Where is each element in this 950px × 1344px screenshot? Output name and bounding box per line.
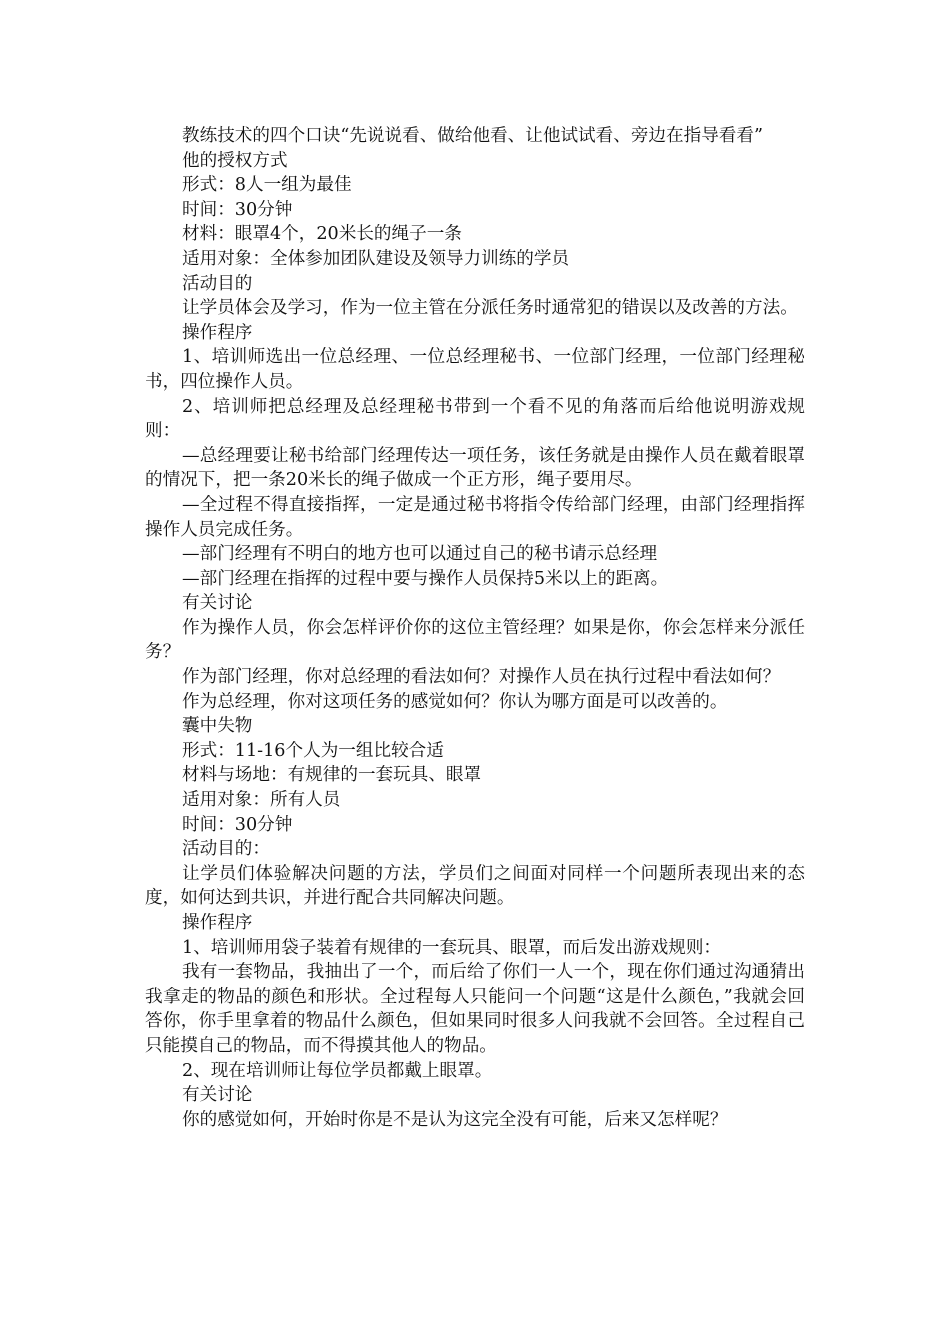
paragraph-materials-venue: 材料与场地：有规律的一套玩具、眼罩 [182, 765, 482, 786]
heading-procedure: 操作程序 [182, 322, 253, 343]
paragraph-question-2: 作为部门经理，你对总经理的看法如何？对操作人员在执行过程中看法如何？ [182, 667, 781, 688]
paragraph-rule-2: —全过程不得直接指挥，一定是通过秘书将指令传给部门经理，由部门经理指挥操作人员完成任务。 [145, 494, 805, 540]
paragraph-objective: 让学员体会及学习，作为一位主管在分派任务时通常犯的错误以及改善的方法。 [182, 298, 798, 319]
paragraph-format: 形式：8人一组为最佳 [182, 175, 352, 196]
paragraph-question-1: 作为操作人员，你会怎样评价你的这位主管经理？如果是你，你会怎样来分派任务？ [145, 617, 805, 663]
paragraph-step-2-b: 2、现在培训师让每位学员都戴上眼罩。 [182, 1060, 493, 1081]
paragraph-game-rules: 我有一套物品，我抽出了一个，而后给了你们一人一个，现在你们通过沟通猜出我拿走的物品的颜色和形状。全过程每人只能问一个问题“这是什么颜色，”我就会回答你，你手里拿着的物品什么颜色，但如果同时很多人问我就不会回答。全过程自己只能摸自己的物品，而不得摸其他人的物品。 [145, 962, 805, 1056]
paragraph-coaching-mnemonic: 教练技术的四个口诀“先说说看、做给他看、让他试试看、旁边在指导看看” [182, 126, 763, 146]
paragraph-objective-2: 让学员们体验解决问题的方法，学员们之间面对同样一个问题所表现出来的态度，如何达到共识，并进行配合共同解决问题。 [145, 863, 805, 909]
paragraph-question-4: 你的感觉如何，开始时你是不是认为这完全没有可能，后来又怎样呢？ [182, 1109, 728, 1130]
paragraph-time: 时间：30分钟 [182, 199, 293, 220]
paragraph-step-2: 2、培训师把总经理及总经理秘书带到一个看不见的角落而后给他说明游戏规则： [145, 396, 805, 442]
paragraph-audience-2: 适用对象：所有人员 [182, 790, 341, 811]
heading-objective-2: 活动目的： [182, 839, 270, 860]
paragraph-materials: 材料：眼罩4个，20米长的绳子一条 [182, 224, 462, 245]
document-page [145, 124, 805, 1132]
paragraph-rule-3: —部门经理有不明白的地方也可以通过自己的秘书请示总经理 [182, 544, 658, 565]
paragraph-time-2: 时间：30分钟 [182, 814, 293, 835]
paragraph-step-1: 1、培训师选出一位总经理、一位总经理秘书、一位部门经理，一位部门经理秘书，四位操作人员。 [145, 347, 805, 392]
heading-discussion: 有关讨论 [182, 593, 253, 614]
heading-lost-item-game: 囊中失物 [182, 716, 253, 737]
paragraph-step-1-b: 1、培训师用袋子装着有规律的一套玩具、眼罩，而后发出游戏规则： [182, 937, 722, 958]
heading-delegation-game: 他的授权方式 [182, 150, 288, 171]
heading-objective: 活动目的 [182, 273, 253, 294]
paragraph-rule-1: —总经理要让秘书给部门经理传达一项任务，该任务就是由操作人员在戴着眼罩的情况下，把一条20米长的绳子做成一个正方形，绳子要用尽。 [145, 445, 805, 491]
paragraph-rule-4: —部门经理在指挥的过程中要与操作人员保持5米以上的距离。 [182, 568, 669, 589]
paragraph-question-3: 作为总经理，你对这项任务的感觉如何？你认为哪方面是可以改善的。 [182, 691, 728, 712]
paragraph-audience: 适用对象：全体参加团队建设及领导力训练的学员 [182, 248, 570, 269]
heading-procedure-2: 操作程序 [182, 913, 253, 933]
heading-discussion-2: 有关讨论 [182, 1085, 253, 1106]
paragraph-format-2: 形式：11-16个人为一组比较合适 [182, 740, 444, 761]
